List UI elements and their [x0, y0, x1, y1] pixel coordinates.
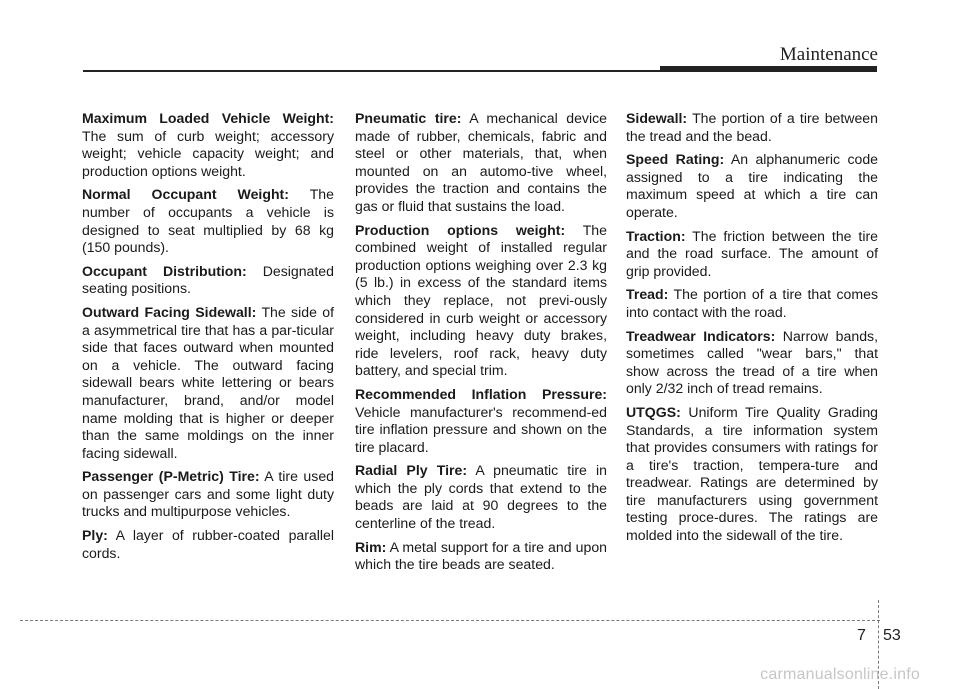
definition-term: Tread:	[626, 286, 669, 303]
definition-entry	[82, 468, 334, 521]
definition-term: Speed Rating:	[626, 151, 725, 168]
definition-entry	[626, 404, 878, 545]
definition-term: Occupant Distribution:	[82, 262, 247, 279]
definition-text: The portion of a tire between the tread and the bead.	[626, 110, 878, 144]
definitions-column-3	[626, 110, 878, 551]
definition-entry	[82, 304, 334, 462]
definition-entry	[355, 462, 607, 532]
definition-entry	[355, 386, 607, 456]
definition-term: Ply:	[82, 527, 108, 544]
definition-text: The combined weight of installed regular production options weighing over 2.3 kg (5 lb.) in excess of the standard items which they replace, not previ-ously considered in curb weight or accessory weight, including heavy duty brakes, ride levelers, roof rack, heavy duty battery, and special trim.	[355, 221, 607, 379]
definition-text: The side of a asymmetrical tire that has a par-ticular side that faces outward when mounted on a vehicle. The outward facing sidewall bears white lettering or bears manufacturer, brand, and/or model name molding that is higher or deeper than the same moldings on the inner facing sidewall.	[82, 303, 335, 461]
footer-dashed-line	[20, 620, 880, 621]
definition-text: The portion of a tire that comes into contact with the road.	[626, 286, 878, 320]
page-header-title: Maintenance	[779, 44, 878, 65]
definition-term: Recommended Inflation Pressure:	[355, 385, 607, 402]
definition-term: Normal Occupant Weight:	[82, 186, 289, 203]
definitions-column-2	[355, 110, 607, 580]
definition-text: The friction between the tire and the road surface. The amount of grip provided.	[626, 227, 878, 279]
definition-entry	[626, 286, 878, 321]
definition-text: Designated seating positions.	[82, 262, 334, 297]
definition-text: A pneumatic tire in which the ply cords that extend to the beads are laid at 90 degrees to the centerline of the tread.	[355, 462, 607, 532]
definition-text: The number of occupants a vehicle is designed to seat multiplied by 68 kg (150 pounds).	[82, 186, 334, 256]
page-number: 53	[883, 627, 901, 644]
header-rule-thick	[660, 66, 877, 72]
definition-term: Maximum Loaded Vehicle Weight:	[82, 110, 334, 126]
header-rule-thin	[83, 70, 660, 72]
definition-term: Sidewall:	[626, 110, 688, 126]
definition-text: A layer of rubber-coated parallel cords.	[82, 527, 335, 561]
definition-text: An alphanumeric code assigned to a tire indicating the maximum speed at which a tire can operate.	[626, 151, 879, 220]
definition-term: Outward Facing Sidewall:	[82, 303, 257, 320]
definition-text: Vehicle manufacturer's recommend-ed tire inflation pressure and shown on the tire placard.	[355, 403, 607, 455]
definition-term: Radial Ply Tire:	[355, 462, 468, 479]
definition-text: Narrow bands, sometimes called "wear bars," that show across the tread of a tire when only 2/32 inch of tread remains.	[626, 327, 878, 397]
definition-entry	[626, 328, 878, 398]
definition-entry	[82, 186, 334, 256]
definition-term: Traction:	[626, 227, 686, 244]
definition-entry	[355, 539, 607, 574]
chapter-number: 7	[857, 627, 866, 644]
definition-term: Passenger (P-Metric) Tire:	[82, 468, 260, 485]
definition-entry	[82, 527, 334, 562]
definition-term: Production options weight:	[355, 221, 566, 238]
definition-text: A tire used on passenger cars and some light duty trucks and multipurpose vehicles.	[82, 468, 334, 520]
definition-text: A mechanical device made of rubber, chemicals, fabric and steel or other materials, that, when mounted on an automo-tive wheel, provides the traction and contains the gas or fluid that sustains the load.	[355, 110, 607, 214]
definition-entry	[355, 110, 607, 216]
definition-term: Rim:	[355, 538, 387, 555]
definition-term: Treadwear Indicators:	[626, 327, 776, 344]
definition-entry	[626, 151, 878, 221]
definition-text: Uniform Tire Quality Grading Standards, a tire information system that provides consumers with ratings for a tire's traction, tempera-ture and treadwear. Ratings are determined by tire manufacturers using government testing proce-dures. The ratings are molded into the sidewall of the tire.	[626, 403, 878, 544]
definition-entry	[82, 110, 334, 180]
definition-entry	[626, 228, 878, 281]
definition-entry	[626, 110, 878, 145]
definition-entry	[82, 263, 334, 298]
definition-text: The sum of curb weight; accessory weight; vehicle capacity weight; and production options weight.	[82, 127, 334, 179]
definition-term: Pneumatic tire:	[355, 110, 462, 126]
definition-term: UTQGS:	[626, 403, 681, 420]
definition-text: A metal support for a tire and upon which the tire beads are seated.	[355, 538, 607, 573]
watermark-text: carmanualsonline.info	[760, 666, 920, 683]
definition-entry	[355, 222, 607, 380]
definitions-column-1	[82, 110, 334, 568]
